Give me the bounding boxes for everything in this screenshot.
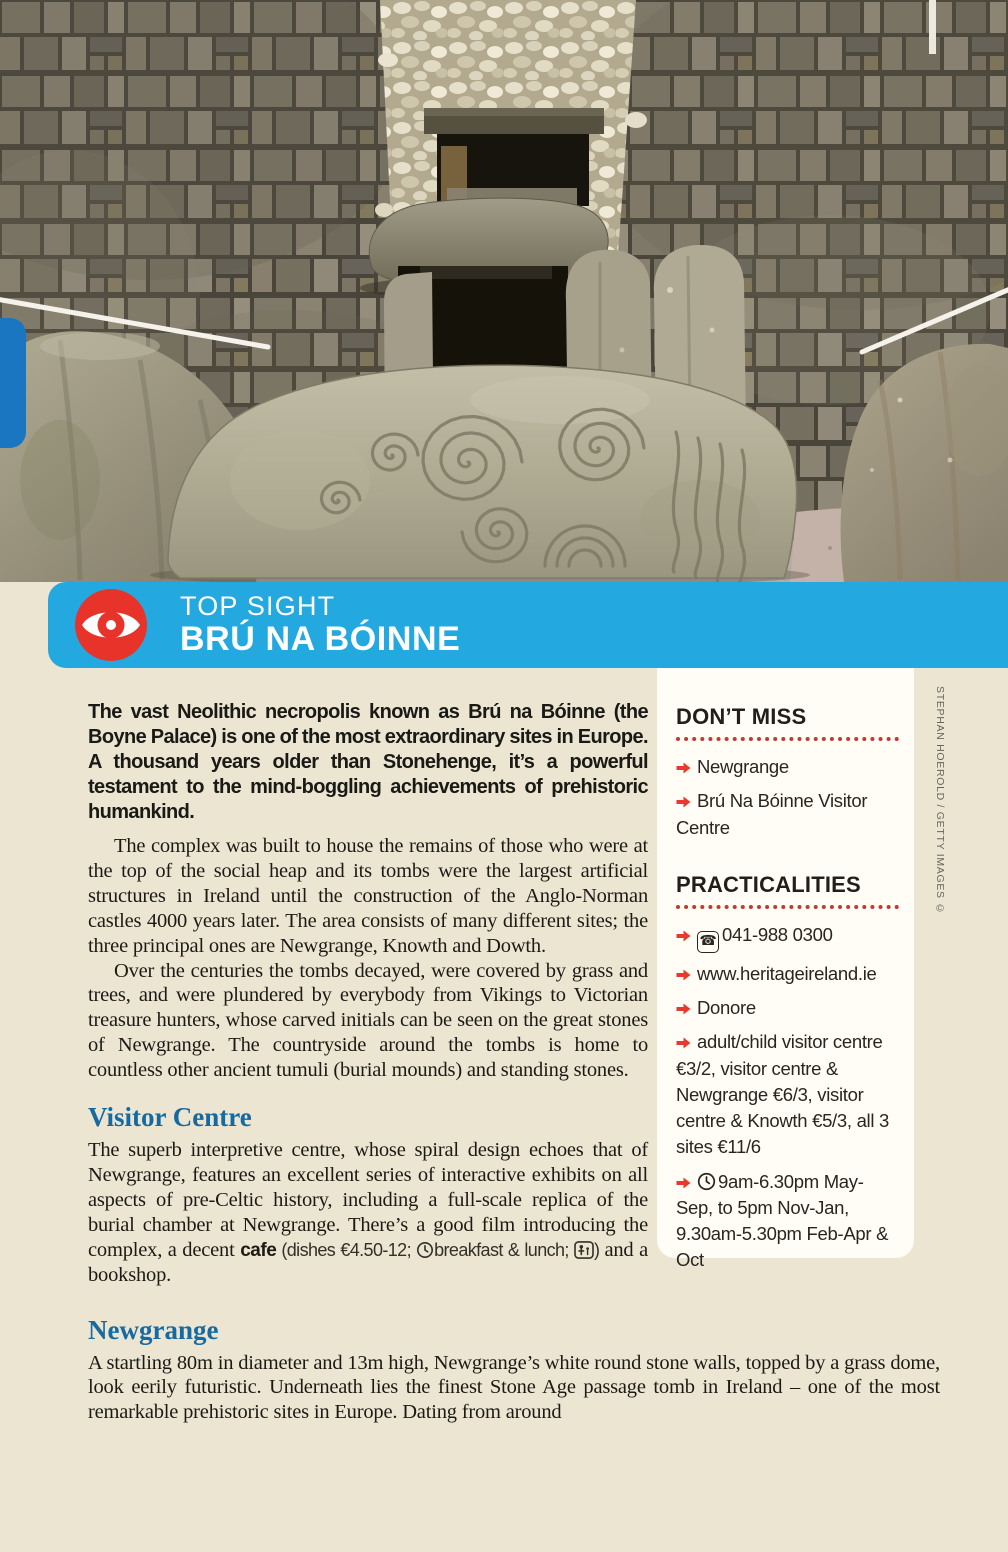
website-url: www.heritageireland.ie [697, 962, 877, 984]
page-title: BRÚ NA BÓINNE [180, 620, 461, 658]
lead-paragraph: The vast Neolithic necropolis known as Brú na Bóinne (the Boyne Palace) is one of the most extraordinary sites in Europe. A thousand years older than Stonehenge, it’s a powerful testament to the mind-boggling achievements of prehistoric humankind. [88, 701, 648, 823]
cafe-close-paren: ) [593, 1239, 605, 1260]
section-heading-newgrange: Newgrange [88, 1314, 219, 1345]
family-friendly-icon [574, 1241, 594, 1259]
page-edge-tab [0, 318, 26, 448]
banner-kicker: TOP SIGHT [180, 590, 336, 621]
body-paragraph: Over the centuries the tombs decayed, were covered by grass and trees, and were plundered by everybody from Vikings to Victorian treasure hunters, whose carved initials can be seen on the great stones of Newgrange. The countryside around the tombs is home to countless other ancient tumuli (burial mounds) and standing stones. [88, 959, 648, 1082]
practicalities-heading: PRACTICALITIES [676, 871, 861, 897]
sidebar-reserved-space [648, 700, 940, 1288]
dont-miss-heading: DON’T MISS [676, 704, 807, 729]
newgrange-entrance-illustration [0, 0, 1008, 582]
article-body [88, 700, 940, 1425]
dont-miss-item-text: Brú Na Bóinne Visitor Centre [676, 790, 868, 838]
visitor-centre-text-tail: and a bookshop. [88, 1238, 648, 1286]
hours-text: 9am-6.30pm May-Sep, to 5pm Nov-Jan, 9.30am-5.30pm Feb-Apr & Oct [676, 1170, 889, 1271]
dont-miss-item-text: Newgrange [697, 756, 789, 777]
location-text: Donore [697, 997, 756, 1019]
visitor-centre-text: The superb interpretive centre, whose spiral design echoes that of Newgrange, features an excellent series of interactive exhibits on all aspects of pre-Celtic history, including a full-scale replica of the burial chamber at Newgrange. There’s a good film introducing the complex, a decent [88, 1139, 648, 1261]
eye-icon [75, 589, 147, 661]
cafe-label: cafe [240, 1239, 277, 1261]
section-heading-visitor-centre: Visitor Centre [88, 1102, 252, 1133]
top-sight-banner [48, 582, 1008, 668]
phone-icon: ☎ [697, 931, 719, 953]
body-paragraph: The complex was built to house the remains of those who were at the top of the social heap and its tombs were the largest artificial structures in Ireland until the construction of the Anglo-Norman castles 4000 years later. The area consists of many different sites; the three principal ones are Newgrange, Knowth and Dowth. [88, 835, 648, 957]
cafe-hours: breakfast & lunch; [434, 1239, 574, 1260]
phone-number: 041-988 0300 [722, 923, 833, 945]
clock-icon [416, 1241, 434, 1259]
newgrange-paragraph: A startling 80m in diameter and 13m high, Newgrange’s white round stone walls, topped by a grass dome, look eerily futuristic. Underneath lies the finest Stone Age passage tomb in Ireland – one of the most remarkable prehistoric sites in Europe. Dating from around [88, 1351, 940, 1424]
admission-text: adult/child visitor centre €3/2, visitor centre & Newgrange €6/3, visitor centre & Knowth €5/3, all 3 sites €11/6 [676, 1031, 890, 1158]
cafe-prices: (dishes €4.50-12; [276, 1239, 417, 1260]
photo-credit: STEPHAN HOEROLD / GETTY IMAGES © [934, 686, 946, 916]
hero-photo [0, 0, 1008, 582]
